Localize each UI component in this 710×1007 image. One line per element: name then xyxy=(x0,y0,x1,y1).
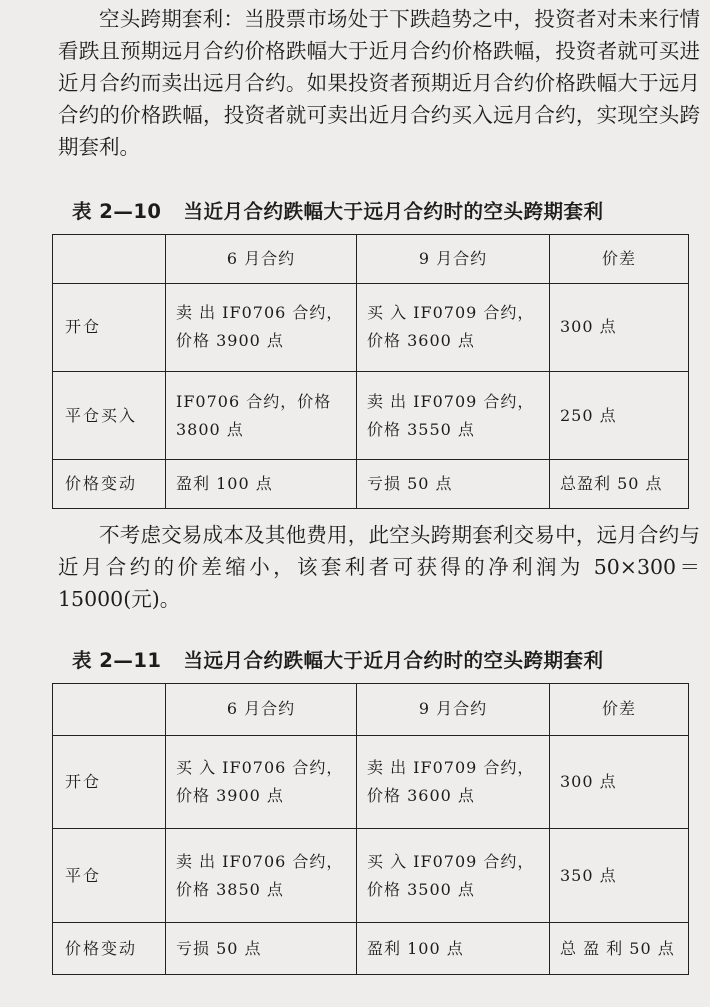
table-cell: 总 盈 利 50 点 xyxy=(550,923,689,975)
table-cell: 300 点 xyxy=(550,283,689,371)
table-cell: 亏损 50 点 xyxy=(357,460,550,509)
table-cell: 买 入 IF0709 合约，价格 3500 点 xyxy=(357,829,550,923)
table-header-cell: 6 月合约 xyxy=(166,235,357,284)
table-cell: 300 点 xyxy=(550,735,689,829)
table-row xyxy=(53,460,689,509)
table-cell: 买 入 IF0706 合约，价格 3900 点 xyxy=(166,735,357,829)
table-header-row xyxy=(53,235,689,284)
table-cell: 开仓 xyxy=(53,283,166,371)
table-cell: 卖 出 IF0709 合约，价格 3550 点 xyxy=(357,371,550,459)
table-header-cell xyxy=(53,684,166,736)
table-2-title: 当远月合约跌幅大于近月合约时的空头跨期套利 xyxy=(183,649,604,672)
table-header-cell: 6 月合约 xyxy=(166,684,357,736)
table-2-number: 表 2—11 xyxy=(72,649,162,672)
table-header-cell: 9 月合约 xyxy=(357,235,550,284)
table-cell: 卖 出 IF0706 合约，价格 3850 点 xyxy=(166,829,357,923)
table-cell: 350 点 xyxy=(550,829,689,923)
table-2-caption xyxy=(72,645,604,673)
table-1 xyxy=(52,234,689,509)
table-row xyxy=(53,923,689,975)
table-cell: 平仓 xyxy=(53,829,166,923)
table-cell: 总盈利 50 点 xyxy=(550,460,689,509)
table-row xyxy=(53,283,689,371)
table-header-row xyxy=(53,684,689,736)
table-1-title: 当近月合约跌幅大于远月合约时的空头跨期套利 xyxy=(183,200,604,223)
table-cell: 卖 出 IF0709 合约，价格 3600 点 xyxy=(357,735,550,829)
table-cell: 亏损 50 点 xyxy=(166,923,357,975)
table-2 xyxy=(52,683,689,975)
table-1-caption xyxy=(72,196,604,224)
table-row xyxy=(53,371,689,459)
paragraph-profit-calculation: 不考虑交易成本及其他费用，此空头跨期套利交易中，远月合约与近月合约的价差缩小，该套利者可获得的净利润为 50×300＝15000(元)。 xyxy=(58,523,700,611)
table-cell: 平仓买入 xyxy=(53,371,166,459)
paragraph-bear-spread-intro: 空头跨期套利：当股票市场处于下跌趋势之中，投资者对未来行情看跌且预期远月合约价格跌幅大于近月合约价格跌幅，投资者就可买进近月合约而卖出远月合约。如果投资者预期近月合约价格跌幅大于远月合约的价格跌幅，投资者就可卖出近月合约买入远月合约，实现空头跨期套利。 xyxy=(58,7,700,159)
table-row xyxy=(53,735,689,829)
table-cell: 卖 出 IF0706 合约，价格 3900 点 xyxy=(166,283,357,371)
table-cell: 开仓 xyxy=(53,735,166,829)
table-cell: IF0706 合约，价格 3800 点 xyxy=(166,371,357,459)
table-header-cell: 价差 xyxy=(550,235,689,284)
table-cell: 买 入 IF0709 合约，价格 3600 点 xyxy=(357,283,550,371)
table-cell: 盈利 100 点 xyxy=(357,923,550,975)
table-cell: 价格变动 xyxy=(53,460,166,509)
table-cell: 盈利 100 点 xyxy=(166,460,357,509)
table-cell: 250 点 xyxy=(550,371,689,459)
table-header-cell xyxy=(53,235,166,284)
table-row xyxy=(53,829,689,923)
table-cell: 价格变动 xyxy=(53,923,166,975)
table-header-cell: 价差 xyxy=(550,684,689,736)
table-1-number: 表 2—10 xyxy=(72,200,162,223)
table-header-cell: 9 月合约 xyxy=(357,684,550,736)
